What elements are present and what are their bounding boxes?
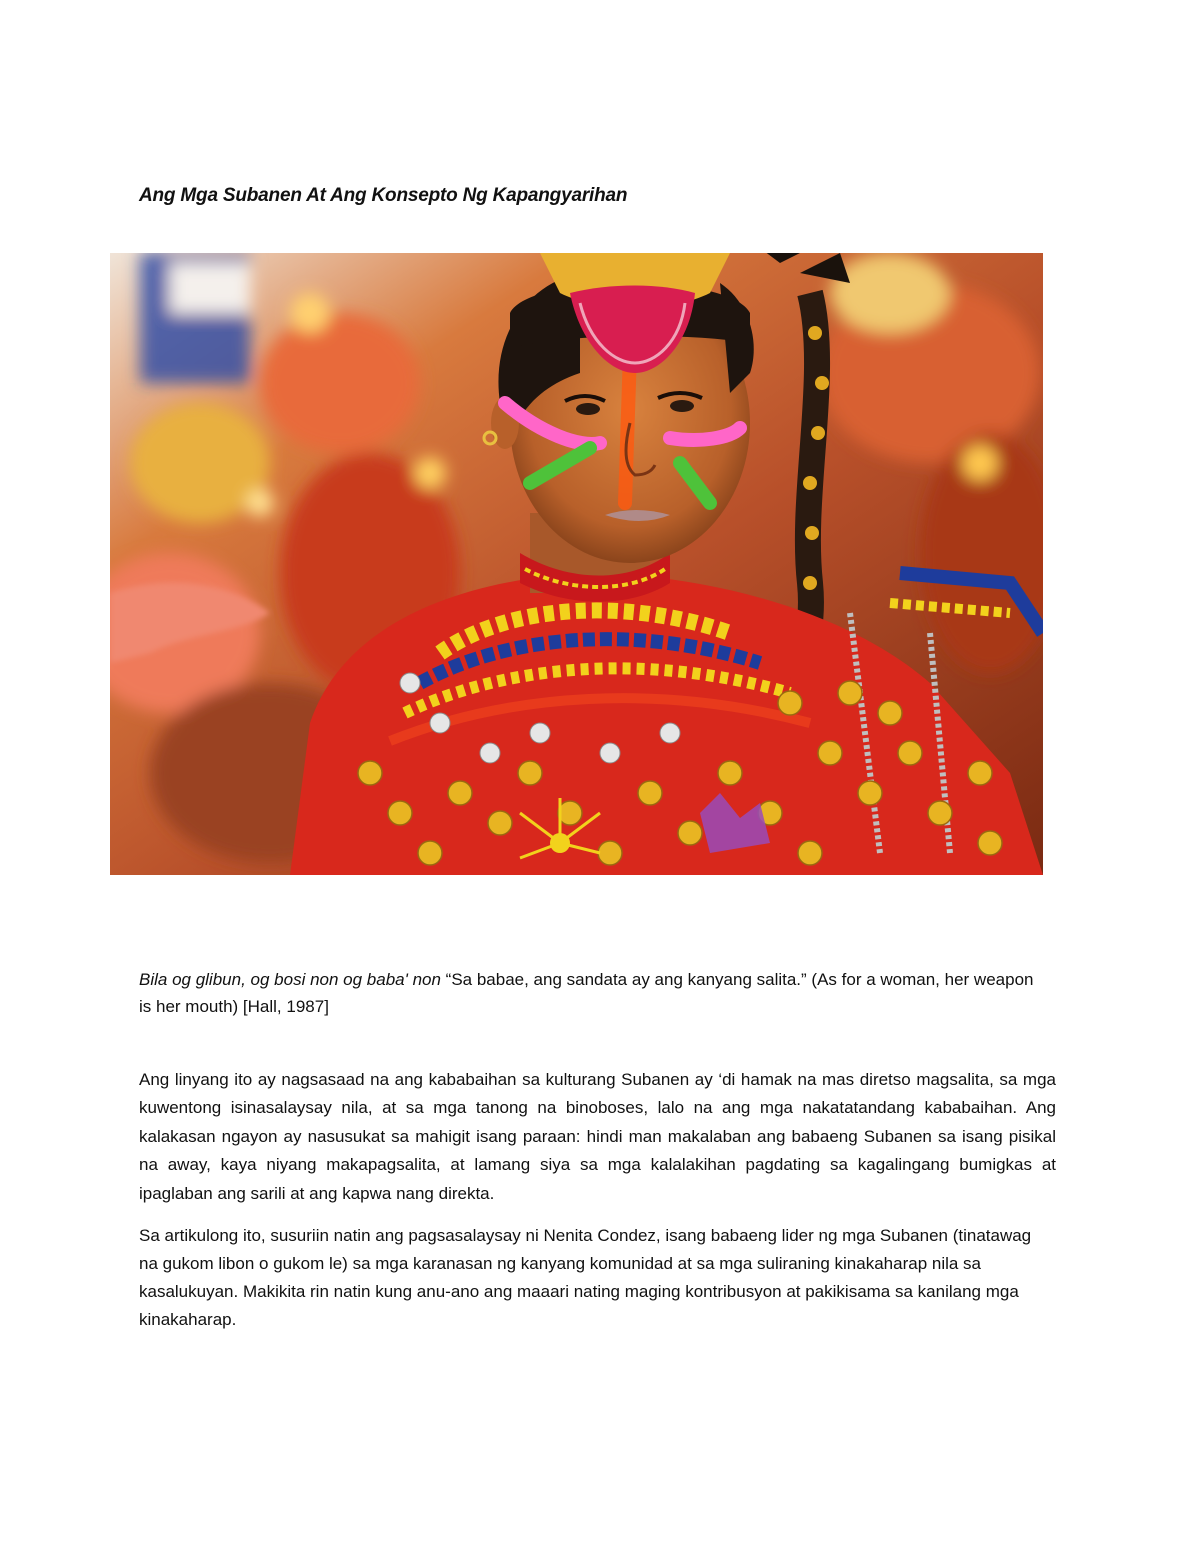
page-title: Ang Mga Subanen At Ang Konsepto Ng Kapangyarihan: [139, 185, 628, 206]
quote-english-text: (As for a woman, her weapon is her mouth) [Hall, 1987]: [139, 970, 1034, 1016]
quote-filipino-text: “Sa babae, ang sandata ay ang kanyang salita.”: [440, 970, 812, 989]
festival-dancer-image: [110, 253, 1043, 875]
festival-dancer-photo: [110, 253, 1043, 875]
body-paragraph-2: Sa artikulong ito, susuriin natin ang pagsasalaysay ni Nenita Condez, isang babaeng lider ng mga Subanen (tinatawag na gukom libon o gukom le) sa mga karanasan ng kanyang komunidad at sa mga suliraning kinakaharap nila sa kasalukuyan. Makikita rin natin kung anu-ano ang maaari nating maging kontribusyon at pakikisama sa kanilang mga kinakaharap.: [139, 1226, 1032, 1329]
body-paragraph-1: Ang linyang ito ay nagsasaad na ang kababaihan sa kulturang Subanen ay ‘di hamak na mas diretso magsalita, sa mga kuwentong isinasalaysay nila, at sa mga tanong na binoboses, lalo na ang mga nakatatandang kababaihan. Ang kalakasan ngayon ay nasusukat sa mahigit isang paraan: hindi man makalaban ang babaeng Subanen sa isang pisikal na away, kaya niyang makapagsalita, at lamang siya sa mga kalalakihan pagdating sa kagalingang bumigkas at ipaglaban ang sarili at ang kapwa nang direkta.: [139, 1070, 1056, 1203]
epigraph-quote: [139, 966, 1039, 1020]
quote-native-text: Bila og glibun, og bosi non og baba' non: [139, 970, 441, 989]
